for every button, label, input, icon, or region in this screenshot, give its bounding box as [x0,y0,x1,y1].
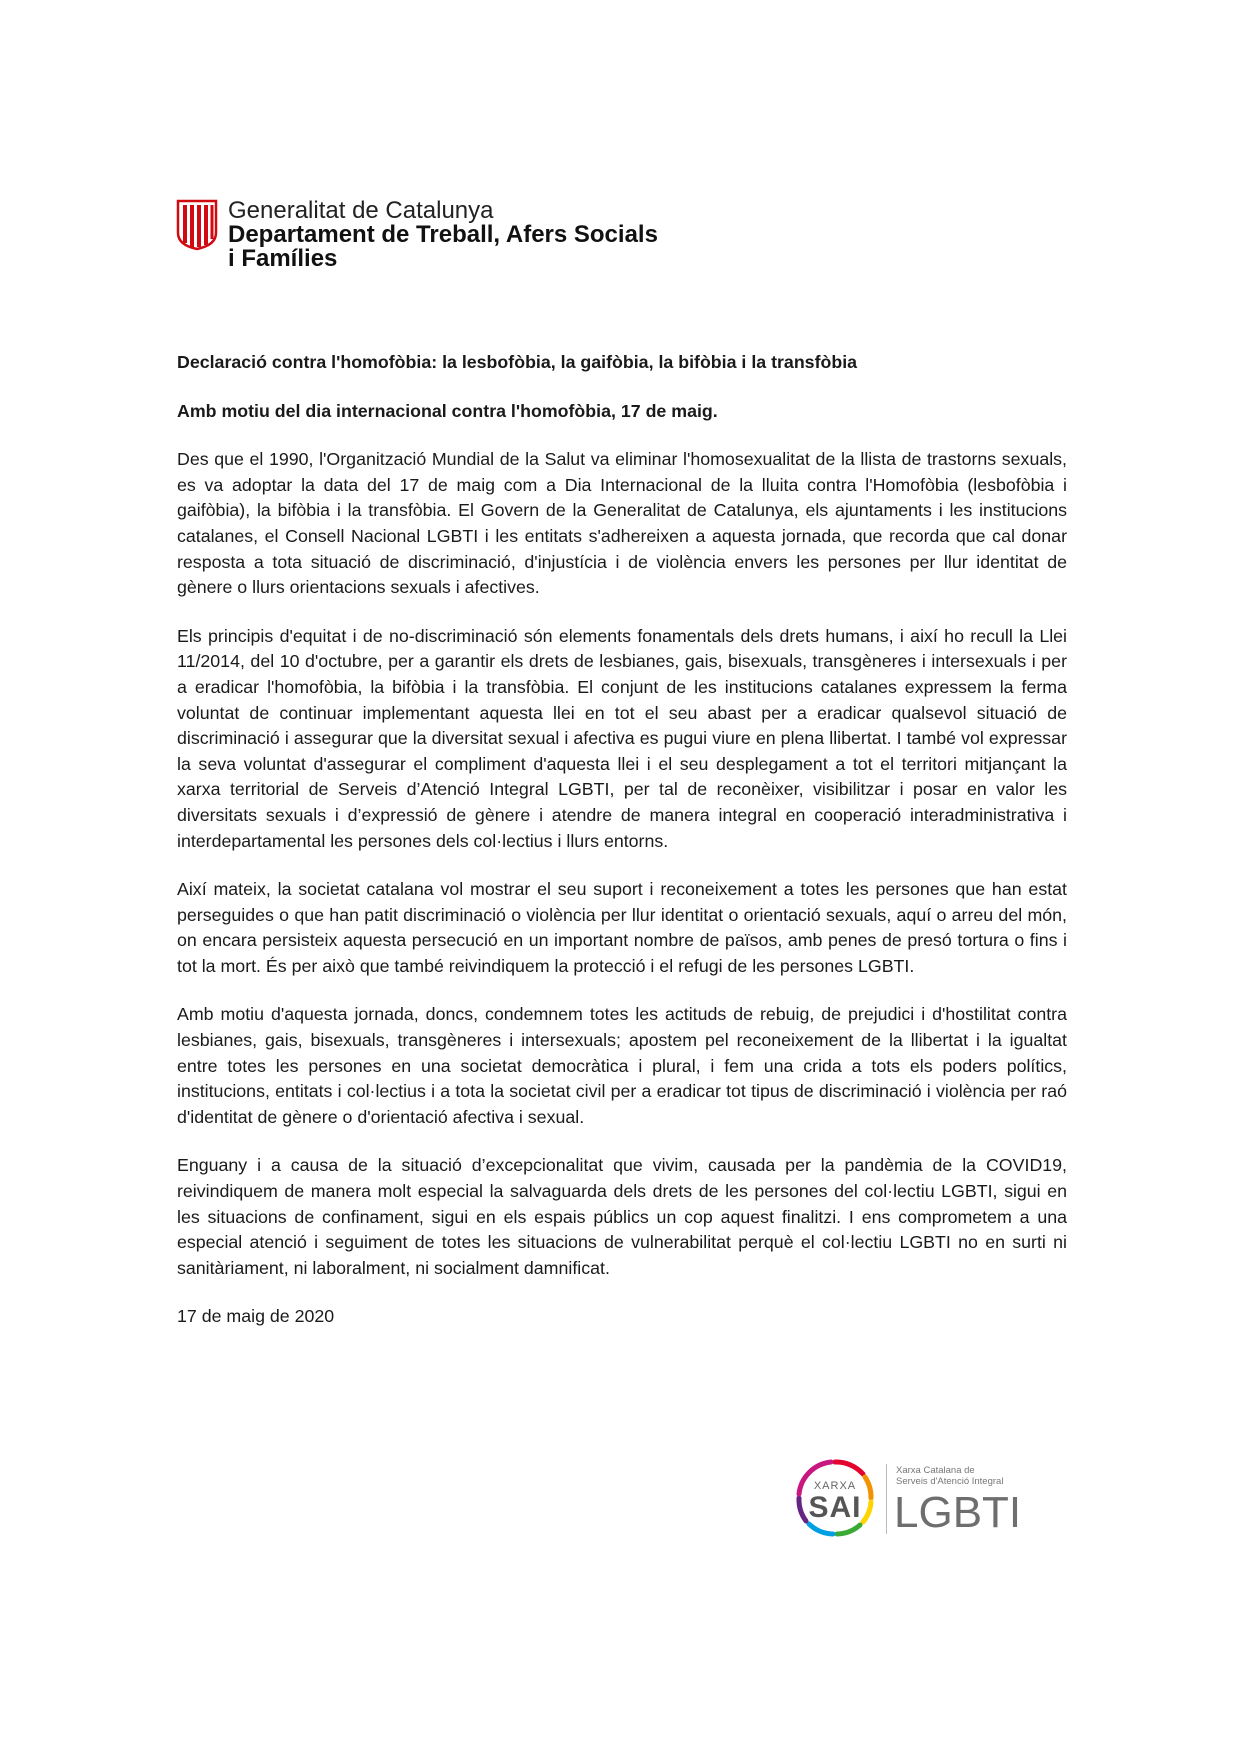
xarxa-sai-logo [793,1456,1033,1556]
paragraph: Enguany i a causa de la situació d’excepcionalitat que vivim, causada per la pandèmia de la COVID19, reivindiquem de manera molt especial la salvaguarda dels drets de les persones del col·lectiu LGBTI, sigui en les situacions de confinament, sigui en els espais públics un cop aquest finalitzi. I ens comprometem a una especial atenció i seguiment de totes les situacions de vulnerabilitat perquè el col·lectiu LGBTI no en surti ni sanitàriament, ni laboralment, ni socialment damnificat. [177,1155,1067,1278]
department-name-line-2: i Famílies [228,245,338,272]
document-date: 17 de maig de 2020 [177,1306,335,1327]
department-name-line: Departament de Treball, Afers Socials [228,221,658,248]
paragraph: Els principis d'equitat i de no-discriminació són elements fonamentals dels drets humans, i així ho recull la Llei 11/2014, del 10 d'octubre, per a garantir els drets de lesbianes, gais, bisexuals, transgèneres i intersexuals i per a eradicar l'homofòbia, la bifòbia i la transfòbia. El conjunt de les institucions catalanes expressem la ferma voluntat de continuar implementant aquesta llei en tot el seu abast per a eradicar qualsevol situació de discriminació i assegurar que la diversitat sexual i afectiva es pugui viure en plena llibertat. I també vol expressar la seva voluntat d'assegurar el compliment d'aquesta llei i el seu desplegament a tot el territori mitjançant la xarxa territorial de Serveis d’Atenció Integral LGBTI, per tal de reconèixer, visibilitzar i posar en valor les diversitats sexuals i d’expressió de gènere i atendre de manera integral en cooperació interadministrativa i interdepartamental les persones dels col·lectius i llurs entorns. [177,625,1067,851]
document-body [177,350,1067,1330]
logo-divider [886,1464,887,1534]
organization-name [228,199,658,271]
paragraph: Des que el 1990, l'Organització Mundial de la Salut va eliminar l'homosexualitat de la llista de trastorns sexuals, es va adoptar la data del 17 de maig com a Dia Internacional de la lluita contra l'Homofòbia (lesbofòbia i gaifòbia), la bifòbia i la transfòbia. El Govern de la Generalitat de Catalunya, els ajuntaments i les institucions catalanes, el Consell Nacional LGBTI i les entitats s'adhereixen a aquesta jornada, que recorda que cal donar resposta a tota situació de discriminació, d'injustícia i de violència envers les persones per llur identitat de gènere o llurs orientacions sexuals i afectives. [177,449,1067,598]
paragraph: Amb motiu d'aquesta jornada, doncs, condemnem totes les actituds de rebuig, de prejudici i d'hostilitat contra lesbianes, gais, bisexuals, transgèneres i intersexuals; apostem pel reconeixement de la llibertat i la igualtat entre totes les persones en una societat democràtica i plural, i fem una crida a tots els poders polítics, institucions, entitats i col·lectius i a tota la societat civil per a eradicar tot tipus de discriminació i violència per raó d'identitat de gènere o d'orientació afectiva i sexual. [177,1004,1067,1127]
paragraph: Així mateix, la societat catalana vol mostrar el seu suport i reconeixement a totes les persones que han estat perseguides o que han patit discriminació o violència per llur identitat o orientació sexuals, aquí o arreu del món, on encara persisteix aquesta persecució en un important nombre de països, amb penes de presó tortura o fins i tot la mort. És per això que també reivindiquem la protecció i el refugi de les persones LGBTI. [177,879,1067,976]
document-subtitle: Amb motiu del dia internacional contra l'homofòbia, 17 de maig. [177,400,718,421]
org-name-line: Generalitat de Catalunya [228,197,494,224]
document-title: Declaració contra l'homofòbia: la lesbofòbia, la gaifòbia, la bifòbia i la transfòbia [177,352,858,372]
logo-lgbti-label: LGBTI [894,1488,1022,1537]
logo-caption-line: Serveis d'Atenció Integral [896,1476,1004,1487]
logo-sai-label: SAI [808,1491,862,1524]
logo-caption [896,1465,1003,1487]
catalan-flag-seal-icon [176,199,218,251]
logo-xarxa-label: XARXA [813,1480,857,1492]
logo-caption-line: Xarxa Catalana de [896,1465,975,1476]
